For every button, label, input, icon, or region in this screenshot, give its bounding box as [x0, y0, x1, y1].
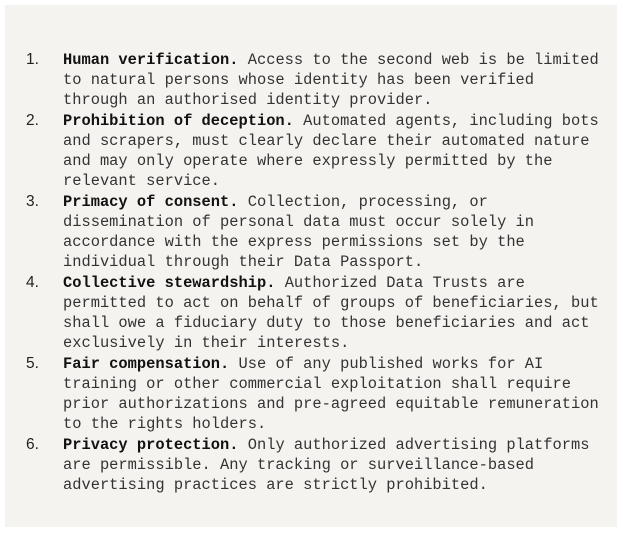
principle-item-6 — [5, 435, 617, 495]
principle-number: 2. — [26, 112, 39, 129]
principle-item-5 — [5, 354, 617, 434]
principle-term: Human verification. — [63, 51, 239, 69]
principle-item-3 — [5, 192, 617, 272]
principles-list — [5, 50, 617, 496]
principle-number: 4. — [26, 274, 39, 291]
principle-description: Use of any published works for AI training or other commercial exploitation shall require prior authorizations and pre-agreed equitable remuneration to the rights holders. — [63, 355, 599, 433]
principle-number: 1. — [26, 51, 39, 68]
principle-item-2 — [5, 111, 617, 191]
principle-term: Collective stewardship. — [63, 274, 276, 292]
principle-number: 6. — [26, 436, 39, 453]
principle-description: Authorized Data Trusts are permitted to act on behalf of groups of beneficiaries, but shall owe a fiduciary duty to those beneficiaries and act exclusively in their interests. — [63, 274, 599, 352]
principle-description: Automated agents, including bots and scrapers, must clearly declare their automated nature and may only operate where expressly permitted by the relevant service. — [63, 112, 599, 190]
principle-term: Privacy protection. — [63, 436, 239, 454]
principle-term: Prohibition of deception. — [63, 112, 294, 130]
principle-term: Fair compensation. — [63, 355, 230, 373]
principle-number: 5. — [26, 355, 39, 372]
principle-item-4 — [5, 273, 617, 353]
principle-term: Primacy of consent. — [63, 193, 239, 211]
principles-panel — [5, 5, 617, 527]
principle-number: 3. — [26, 193, 39, 210]
principle-description: Only authorized advertising platforms are permissible. Any tracking or surveillance-based advertising practices are strictly prohibited. — [63, 436, 590, 494]
principle-description: Access to the second web is be limited to natural persons whose identity has been verified through an authorised identity provider. — [63, 51, 599, 109]
principle-item-1 — [5, 50, 617, 110]
principle-description: Collection, processing, or dissemination of personal data must occur solely in accordance with the express permissions set by the individual through their Data Passport. — [63, 193, 535, 271]
